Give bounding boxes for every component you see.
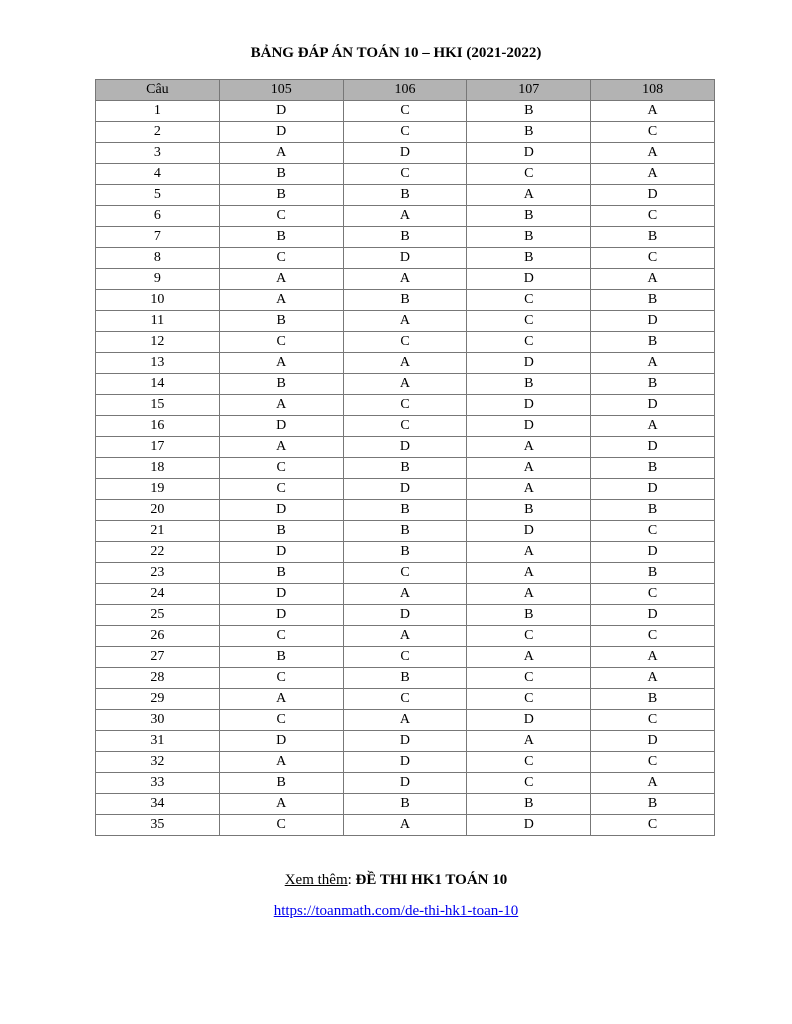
- answer-cell: C: [219, 710, 343, 731]
- answer-cell: B: [219, 647, 343, 668]
- answer-cell: B: [467, 374, 591, 395]
- question-number-cell: 12: [96, 332, 220, 353]
- answer-cell: C: [591, 752, 715, 773]
- answer-cell: D: [343, 248, 467, 269]
- answer-cell: D: [219, 122, 343, 143]
- answer-cell: B: [343, 668, 467, 689]
- answer-cell: D: [591, 311, 715, 332]
- answer-cell: D: [467, 521, 591, 542]
- answer-cell: B: [343, 521, 467, 542]
- answer-cell: C: [467, 689, 591, 710]
- table-row: [96, 689, 715, 710]
- question-number-cell: 17: [96, 437, 220, 458]
- question-number-cell: 4: [96, 164, 220, 185]
- question-number-cell: 23: [96, 563, 220, 584]
- answer-cell: C: [467, 164, 591, 185]
- answer-cell: C: [343, 164, 467, 185]
- answer-cell: D: [467, 710, 591, 731]
- answer-cell: A: [343, 710, 467, 731]
- question-number-cell: 26: [96, 626, 220, 647]
- question-number-cell: 20: [96, 500, 220, 521]
- answer-cell: D: [343, 773, 467, 794]
- answer-table: [95, 79, 715, 836]
- question-number-cell: 22: [96, 542, 220, 563]
- table-row: [96, 773, 715, 794]
- answer-cell: B: [591, 374, 715, 395]
- answer-cell: B: [343, 794, 467, 815]
- question-number-cell: 3: [96, 143, 220, 164]
- table-row: [96, 164, 715, 185]
- question-number-cell: 7: [96, 227, 220, 248]
- answer-cell: B: [219, 521, 343, 542]
- answer-cell: C: [343, 122, 467, 143]
- table-row: [96, 395, 715, 416]
- table-row: [96, 416, 715, 437]
- question-number-cell: 32: [96, 752, 220, 773]
- answer-cell: B: [591, 227, 715, 248]
- answer-cell: C: [219, 479, 343, 500]
- answer-cell: C: [591, 521, 715, 542]
- answer-cell: B: [343, 227, 467, 248]
- table-row: [96, 143, 715, 164]
- table-row: [96, 731, 715, 752]
- answer-cell: C: [219, 248, 343, 269]
- answer-cell: B: [219, 773, 343, 794]
- header-code-106: 106: [343, 80, 467, 101]
- answer-cell: D: [591, 395, 715, 416]
- table-row: [96, 815, 715, 836]
- answer-cell: C: [591, 710, 715, 731]
- answer-cell: B: [591, 332, 715, 353]
- answer-cell: A: [219, 437, 343, 458]
- table-row: [96, 122, 715, 143]
- answer-cell: D: [219, 500, 343, 521]
- answer-cell: A: [591, 773, 715, 794]
- see-more-line: [0, 872, 792, 889]
- table-row: [96, 626, 715, 647]
- answer-cell: A: [591, 416, 715, 437]
- answer-cell: B: [219, 563, 343, 584]
- answer-cell: C: [343, 689, 467, 710]
- answer-cell: A: [219, 353, 343, 374]
- answer-cell: C: [219, 332, 343, 353]
- question-number-cell: 11: [96, 311, 220, 332]
- answer-cell: C: [343, 416, 467, 437]
- answer-cell: A: [343, 269, 467, 290]
- question-number-cell: 8: [96, 248, 220, 269]
- link-line: [0, 903, 792, 920]
- table-row: [96, 668, 715, 689]
- table-row: [96, 185, 715, 206]
- answer-cell: C: [467, 668, 591, 689]
- question-number-cell: 34: [96, 794, 220, 815]
- answer-cell: D: [467, 815, 591, 836]
- header-code-105: 105: [219, 80, 343, 101]
- answer-cell: D: [591, 185, 715, 206]
- answer-cell: D: [467, 395, 591, 416]
- question-number-cell: 31: [96, 731, 220, 752]
- answer-cell: D: [467, 416, 591, 437]
- question-number-cell: 6: [96, 206, 220, 227]
- question-number-cell: 9: [96, 269, 220, 290]
- see-more-title: ĐỀ THI HK1 TOÁN 10: [355, 872, 508, 888]
- answer-cell: B: [343, 290, 467, 311]
- answer-cell: A: [343, 353, 467, 374]
- answer-cell: C: [467, 332, 591, 353]
- answer-cell: C: [591, 626, 715, 647]
- question-number-cell: 1: [96, 101, 220, 122]
- header-code-107: 107: [467, 80, 591, 101]
- answer-cell: B: [219, 164, 343, 185]
- answer-cell: A: [343, 584, 467, 605]
- answer-cell: B: [591, 458, 715, 479]
- answer-cell: D: [219, 584, 343, 605]
- answer-cell: C: [343, 647, 467, 668]
- answer-cell: B: [467, 248, 591, 269]
- answer-cell: B: [343, 542, 467, 563]
- question-number-cell: 28: [96, 668, 220, 689]
- table-row: [96, 794, 715, 815]
- table-row: [96, 101, 715, 122]
- answer-cell: C: [467, 290, 591, 311]
- answer-cell: A: [591, 164, 715, 185]
- table-row: [96, 647, 715, 668]
- table-row: [96, 500, 715, 521]
- question-number-cell: 35: [96, 815, 220, 836]
- answer-cell: A: [343, 206, 467, 227]
- answer-cell: C: [591, 248, 715, 269]
- answer-cell: C: [219, 815, 343, 836]
- answer-cell: A: [591, 101, 715, 122]
- answer-cell: C: [467, 752, 591, 773]
- table-row: [96, 206, 715, 227]
- answer-cell: A: [219, 395, 343, 416]
- answer-cell: B: [591, 500, 715, 521]
- table-row: [96, 332, 715, 353]
- answer-cell: B: [467, 500, 591, 521]
- question-number-cell: 24: [96, 584, 220, 605]
- answer-cell: B: [343, 185, 467, 206]
- answer-cell: D: [343, 605, 467, 626]
- table-row: [96, 752, 715, 773]
- table-row: [96, 584, 715, 605]
- header-code-108: 108: [591, 80, 715, 101]
- question-number-cell: 13: [96, 353, 220, 374]
- header-cau: Câu: [96, 80, 220, 101]
- answer-cell: A: [591, 269, 715, 290]
- answer-cell: A: [467, 185, 591, 206]
- table-row: [96, 353, 715, 374]
- table-row: [96, 437, 715, 458]
- question-number-cell: 29: [96, 689, 220, 710]
- answer-cell: B: [343, 500, 467, 521]
- answer-cell: D: [343, 143, 467, 164]
- answer-cell: A: [219, 143, 343, 164]
- answer-cell: C: [343, 395, 467, 416]
- question-number-cell: 25: [96, 605, 220, 626]
- answer-cell: A: [467, 584, 591, 605]
- answer-cell: A: [467, 542, 591, 563]
- answer-cell: C: [219, 668, 343, 689]
- answer-cell: D: [343, 479, 467, 500]
- table-row: [96, 290, 715, 311]
- answer-cell: D: [219, 416, 343, 437]
- answer-cell: B: [219, 227, 343, 248]
- answer-cell: A: [591, 668, 715, 689]
- answer-cell: A: [467, 479, 591, 500]
- table-row: [96, 521, 715, 542]
- answer-cell: C: [591, 122, 715, 143]
- answer-cell: A: [343, 311, 467, 332]
- answer-cell: D: [591, 605, 715, 626]
- answer-cell: D: [467, 353, 591, 374]
- answer-cell: A: [343, 374, 467, 395]
- answer-cell: A: [591, 353, 715, 374]
- table-row: [96, 605, 715, 626]
- question-number-cell: 18: [96, 458, 220, 479]
- answer-cell: C: [591, 584, 715, 605]
- answer-cell: A: [219, 752, 343, 773]
- answer-cell: B: [467, 227, 591, 248]
- answer-cell: A: [591, 647, 715, 668]
- answer-cell: B: [467, 206, 591, 227]
- answer-cell: B: [467, 605, 591, 626]
- answer-cell: C: [219, 458, 343, 479]
- answer-cell: D: [343, 437, 467, 458]
- answer-cell: B: [591, 563, 715, 584]
- answer-cell: D: [591, 479, 715, 500]
- answer-cell: B: [591, 290, 715, 311]
- answer-cell: C: [343, 563, 467, 584]
- answer-cell: A: [219, 290, 343, 311]
- answer-cell: A: [467, 563, 591, 584]
- answer-cell: D: [591, 731, 715, 752]
- answer-cell: D: [343, 752, 467, 773]
- answer-cell: A: [219, 689, 343, 710]
- answer-cell: D: [467, 143, 591, 164]
- table-row: [96, 227, 715, 248]
- question-number-cell: 33: [96, 773, 220, 794]
- answer-cell: A: [343, 815, 467, 836]
- answer-cell: B: [467, 122, 591, 143]
- answer-cell: D: [343, 731, 467, 752]
- answer-cell: B: [219, 185, 343, 206]
- question-number-cell: 5: [96, 185, 220, 206]
- table-row: [96, 710, 715, 731]
- toanmath-link[interactable]: https://toanmath.com/de-thi-hk1-toan-10: [273, 903, 519, 919]
- answer-cell: B: [219, 311, 343, 332]
- answer-cell: A: [219, 794, 343, 815]
- answer-cell: D: [219, 605, 343, 626]
- table-row: [96, 542, 715, 563]
- answer-table-body: [96, 101, 715, 836]
- answer-cell: B: [467, 794, 591, 815]
- answer-cell: A: [591, 143, 715, 164]
- answer-cell: A: [467, 437, 591, 458]
- question-number-cell: 10: [96, 290, 220, 311]
- answer-cell: A: [467, 731, 591, 752]
- table-row: [96, 248, 715, 269]
- answer-cell: D: [219, 101, 343, 122]
- table-row: [96, 311, 715, 332]
- answer-cell: D: [219, 731, 343, 752]
- page-title: BẢNG ĐÁP ÁN TOÁN 10 – HKI (2021-2022): [250, 45, 542, 61]
- answer-cell: C: [467, 311, 591, 332]
- answer-cell: D: [219, 542, 343, 563]
- answer-cell: C: [591, 815, 715, 836]
- table-row: [96, 563, 715, 584]
- table-row: [96, 269, 715, 290]
- answer-cell: C: [467, 773, 591, 794]
- question-number-cell: 30: [96, 710, 220, 731]
- answer-cell: C: [591, 206, 715, 227]
- table-row: [96, 479, 715, 500]
- table-row: [96, 458, 715, 479]
- question-number-cell: 15: [96, 395, 220, 416]
- question-number-cell: 21: [96, 521, 220, 542]
- answer-cell: A: [343, 626, 467, 647]
- question-number-cell: 27: [96, 647, 220, 668]
- question-number-cell: 14: [96, 374, 220, 395]
- answer-cell: D: [591, 542, 715, 563]
- answer-cell: D: [591, 437, 715, 458]
- answer-cell: B: [219, 374, 343, 395]
- answer-cell: C: [219, 626, 343, 647]
- answer-cell: B: [591, 794, 715, 815]
- answer-cell: B: [343, 458, 467, 479]
- answer-cell: A: [467, 458, 591, 479]
- answer-cell: C: [343, 332, 467, 353]
- see-more-separator: :: [347, 872, 356, 888]
- answer-cell: B: [591, 689, 715, 710]
- table-header-row: [96, 80, 715, 101]
- question-number-cell: 16: [96, 416, 220, 437]
- answer-cell: A: [219, 269, 343, 290]
- answer-cell: C: [343, 101, 467, 122]
- table-row: [96, 374, 715, 395]
- question-number-cell: 2: [96, 122, 220, 143]
- answer-cell: C: [467, 626, 591, 647]
- answer-cell: A: [467, 647, 591, 668]
- see-more-label: Xem thêm: [284, 872, 348, 888]
- answer-cell: C: [219, 206, 343, 227]
- answer-cell: D: [467, 269, 591, 290]
- question-number-cell: 19: [96, 479, 220, 500]
- answer-cell: B: [467, 101, 591, 122]
